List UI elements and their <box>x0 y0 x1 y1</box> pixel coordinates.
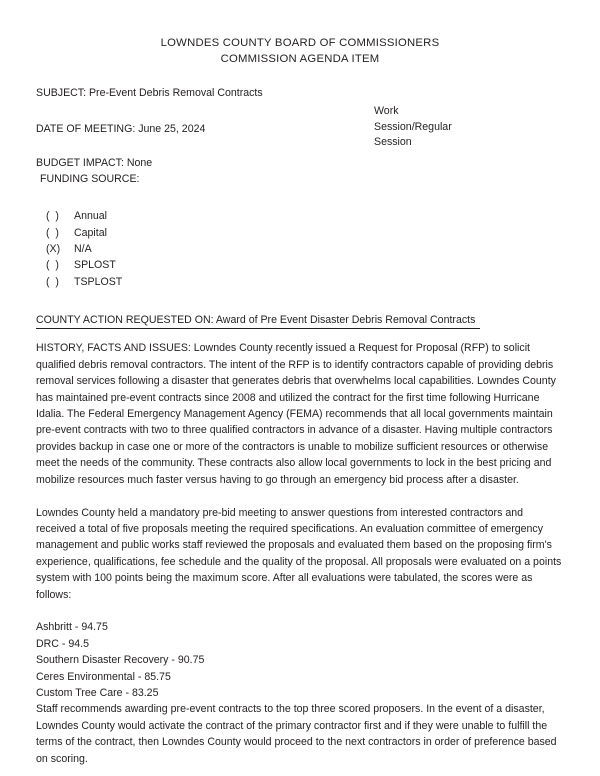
funding-option-splost[interactable] <box>46 257 600 273</box>
history-facts-issues-paragraph: HISTORY, FACTS AND ISSUES: Lowndes County recently issued a Request for Proposal (RFP) to solicit qualified debris removal contractors. The intent of the RFP is to identify contractors capable of providing debris removal services following a disaster that generates debris that overwhelms local capabilities. Lowndes County has maintained pre-event contracts since 2008 and utilized the contract for the first time following Hurricane Idalia. The Federal Emergency Management Agency (FEMA) recommends that all local governments maintain pre-event contracts with two to three qualified contractors in advance of a disaster. Having multiple contractors provides backup in case one or more of the contractors is unable to mobilize sufficient resources or otherwise meet the needs of the community. These contracts also allow local governments to lock in the best pricing and mobilize resources much faster versus having to go through an emergency bid process after a disaster. <box>36 342 556 486</box>
score-row: Ceres Environmental - 85.75 <box>36 670 171 683</box>
funding-option-label: N/A <box>74 242 92 255</box>
evaluation-process-paragraph: Lowndes County held a mandatory pre-bid meeting to answer questions from interested contractors and received a total of five proposals meeting the required specifications. An evaluation committee of emergency management and public works staff reviewed the proposals and evaluated them based on the proposing firm's experience, qualifications, fee schedule and the quality of the proposal. All proposals were evaluated on a points system with 100 points being the maximum score. After all evaluations were tabulated, the scores were as follows: <box>36 506 562 601</box>
session-line-3: Session <box>374 136 412 149</box>
funding-option-annual[interactable] <box>46 208 600 224</box>
session-line-2: Session/Regular <box>374 120 452 133</box>
funding-option-capital[interactable] <box>46 225 600 241</box>
date-of-meeting-line: DATE OF MEETING: June 25, 2024 <box>36 122 206 135</box>
county-action-requested-text: COUNTY ACTION REQUESTED ON: Award of Pre Event Disaster Debris Removal Contracts <box>36 314 480 329</box>
funding-option-label: Capital <box>74 226 107 239</box>
checkbox-tsplost[interactable]: ( ) <box>46 275 59 288</box>
session-type <box>374 104 524 151</box>
staff-recommendation-paragraph: Staff recommends awarding pre-event contracts to the top three scored proposers. In the event of a disaster, Lowndes County would activate the contract of the primary contractor first and if they were unable to fulfill the terms of the contract, then Lowndes County would proceed to the next contractors in order of preference based on scoring. <box>36 703 557 765</box>
budget-impact-line: BUDGET IMPACT: None <box>36 157 153 170</box>
page-title <box>0 0 600 67</box>
checkbox-annual[interactable]: ( ) <box>46 210 59 223</box>
funding-option-tsplost[interactable] <box>46 274 600 290</box>
funding-option-na[interactable] <box>46 241 600 257</box>
funding-option-label: TSPLOST <box>74 275 123 288</box>
checkbox-splost[interactable]: ( ) <box>46 259 59 272</box>
score-row: Southern Disaster Recovery - 90.75 <box>36 654 205 667</box>
score-row: Custom Tree Care - 83.25 <box>36 686 159 699</box>
score-row: DRC - 94.5 <box>36 637 89 650</box>
funding-option-label: Annual <box>74 210 107 223</box>
funding-source-options <box>0 187 600 289</box>
funding-option-label: SPLOST <box>74 259 116 272</box>
checkbox-na-checked[interactable]: (X) <box>46 242 61 255</box>
proposal-scores-list <box>36 619 565 701</box>
score-row: Ashbritt - 94.75 <box>36 621 108 634</box>
checkbox-capital[interactable]: ( ) <box>46 226 59 239</box>
funding-source-label: FUNDING SOURCE: <box>40 172 140 185</box>
session-line-1: Work <box>374 105 399 117</box>
title-line-1: LOWNDES COUNTY BOARD OF COMMISSIONERS <box>160 37 440 49</box>
county-action-requested <box>0 313 600 329</box>
body-content <box>0 328 600 767</box>
title-line-2: COMMISSION AGENDA ITEM <box>220 52 380 65</box>
meta-block <box>0 86 600 187</box>
subject-line: SUBJECT: Pre-Event Debris Removal Contracts <box>36 87 263 99</box>
